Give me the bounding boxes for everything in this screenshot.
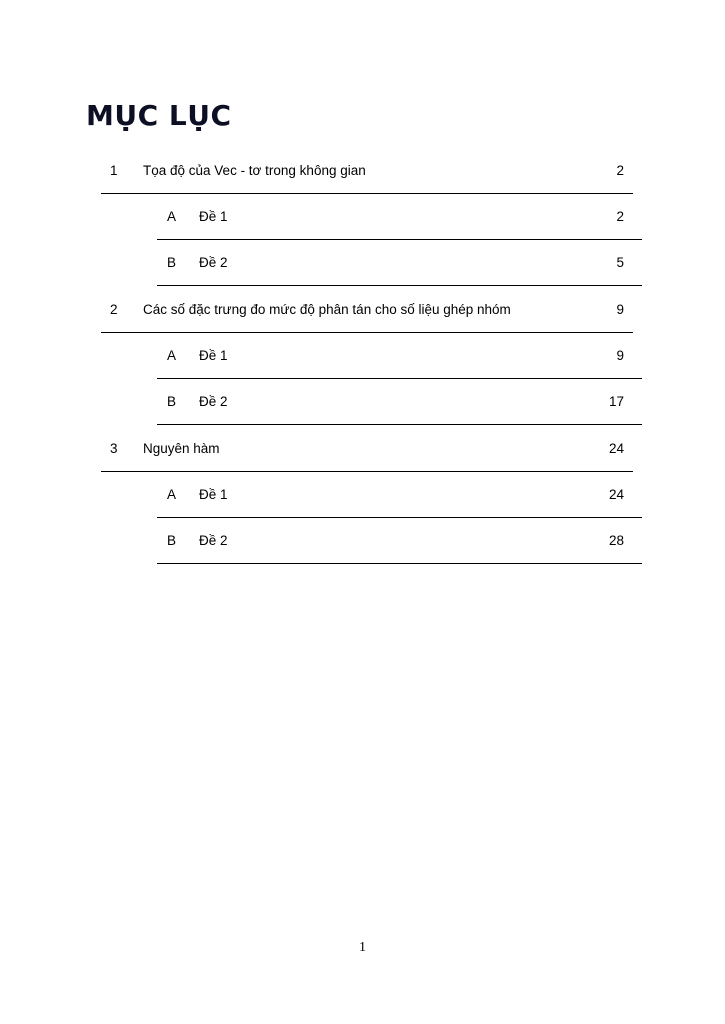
toc-section-1a[interactable] (157, 194, 642, 240)
section-title: Đề 1 (199, 487, 228, 502)
section-title: Đề 2 (199, 533, 228, 548)
toc-section-1b[interactable] (157, 240, 642, 286)
page-title: MỤC LỤC (86, 99, 232, 132)
page-number: 9 (616, 302, 624, 317)
chapter-title: Các số đặc trưng đo mức độ phân tán cho số liệu ghép nhóm (143, 302, 511, 317)
page-number: 5 (616, 255, 624, 270)
toc-chapter-1[interactable] (101, 148, 633, 194)
page-number: 2 (616, 163, 624, 178)
section-label: A (167, 209, 177, 224)
chapter-number: 1 (110, 163, 118, 178)
section-title: Đề 2 (199, 255, 228, 270)
page-number: 24 (608, 487, 624, 502)
toc-chapter-2[interactable] (101, 287, 633, 333)
chapter-title: Nguyên hàm (143, 441, 220, 456)
chapter-number: 2 (110, 302, 118, 317)
toc-section-2a[interactable] (157, 333, 642, 379)
page-number: 2 (616, 209, 624, 224)
toc-section-2b[interactable] (157, 379, 642, 425)
toc-section-3b[interactable] (157, 518, 642, 564)
section-label: B (167, 533, 177, 548)
toc-chapter-3[interactable] (101, 426, 633, 472)
section-title: Đề 1 (199, 209, 228, 224)
toc-section-3a[interactable] (157, 472, 642, 518)
section-label: A (167, 348, 177, 363)
page-number: 9 (616, 348, 624, 363)
page-number: 24 (608, 441, 624, 456)
section-label: B (167, 255, 177, 270)
page-folio-number: 1 (359, 940, 366, 955)
section-label: B (167, 394, 177, 409)
section-title: Đề 2 (199, 394, 228, 409)
chapter-number: 3 (110, 441, 118, 456)
chapter-title: Tọa độ của Vec - tơ trong không gian (143, 163, 366, 178)
page-number: 17 (608, 394, 624, 409)
section-label: A (167, 487, 177, 502)
section-title: Đề 1 (199, 348, 228, 363)
page-number: 28 (608, 533, 624, 548)
